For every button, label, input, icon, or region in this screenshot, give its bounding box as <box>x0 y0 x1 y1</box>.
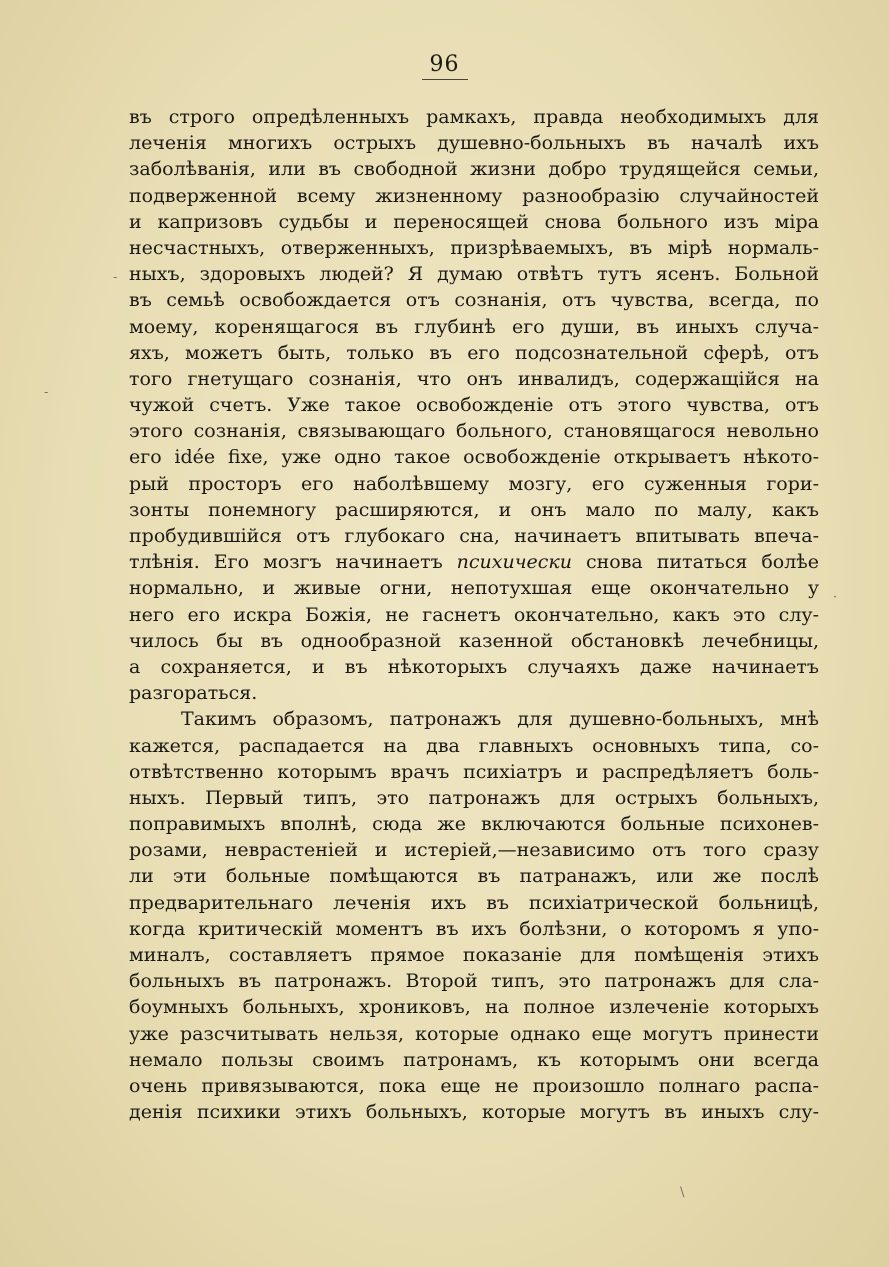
text-line: боумныхъ больныхъ, хрониковъ, на полное излеченіе которыхъ <box>129 996 819 1019</box>
text-line: нормально, и живые огни, непотухшая еще окончательно у <box>129 577 819 600</box>
text-line: тлѣнія. Его мозгъ начинаетъ психически снова питаться болѣе <box>129 551 819 574</box>
page-number: 96 <box>0 52 889 80</box>
text-line: миналъ, составляетъ прямое показаніе для помѣщенія этихъ <box>129 944 819 966</box>
text-line: больныхъ въ патронажъ. Второй типъ, это патронажъ для сла- <box>129 970 819 993</box>
italic-emphasis: психически <box>456 551 573 574</box>
text-line: яхъ, можетъ быть, только въ его подсознательной сферѣ, отъ <box>129 341 819 364</box>
text-line: несчастныхъ, отверженныхъ, призрѣваемыхъ, въ мірѣ нормаль- <box>129 236 819 259</box>
text-line: рый просторъ его наболѣвшему мозгу, его суженныя гори- <box>129 472 819 495</box>
text-line: кажется, распадается на два главныхъ основныхъ типа, со- <box>129 734 819 757</box>
text-line: подверженной всему жизненному разнообразію случайностей <box>129 184 819 207</box>
text-line: отвѣтственно которымъ врачъ психіатръ и распредѣляетъ боль- <box>129 760 819 783</box>
text-line: поправимыхъ вполнѣ, сюда же включаются больные психонев- <box>129 813 819 836</box>
text-line: уже разсчитывать нельзя, которые однако еще могутъ принести <box>129 1022 819 1045</box>
text-line: заболѣванія, или въ свободной жизни добро трудящейся семьи, <box>129 158 819 181</box>
margin-mark: - <box>113 270 118 285</box>
text-line: пробудившійся отъ глубокаго сна, начинаетъ впитывать впеча- <box>129 525 819 547</box>
text-line: когда критическій моментъ въ ихъ болѣзни, о которомъ я упо- <box>129 917 819 940</box>
margin-mark: \ <box>680 1185 685 1200</box>
text-line: чужой счетъ. Уже такое освобожденіе отъ этого чувства, отъ <box>129 394 819 417</box>
margin-mark: - <box>44 385 49 400</box>
text-line: въ строго опредѣленныхъ рамкахъ, правда необходимыхъ для <box>129 106 819 128</box>
text-line: того гнетущаго сознанія, что онъ инвалидъ, содержащійся на <box>129 367 819 390</box>
body-text <box>129 104 819 1125</box>
text-line: леченія многихъ острыхъ душевно-больныхъ въ началѣ ихъ <box>129 132 819 155</box>
text-line: зонты понемногу расширяются, и онъ мало по малу, какъ <box>129 498 819 521</box>
text-line: этого сознанія, связывающаго больного, становящагося невольно <box>129 420 819 443</box>
text-line: и капризовъ судьбы и переносящей снова больного изъ міра <box>129 210 819 233</box>
text-line: чилось бы въ однообразной казенной обстановкѣ лечебницы, <box>129 629 819 652</box>
text-line: розами, неврастеніей и истеріей,—независимо отъ того сразу <box>129 839 819 862</box>
text-line: очень привязываются, пока еще не произошло полнаго распа- <box>129 1074 819 1097</box>
text-line: Такимъ образомъ, патронажъ для душевно-больныхъ, мнѣ <box>181 708 819 731</box>
text-line: предварительнаго леченія ихъ въ психіатрической больницѣ, <box>129 891 819 914</box>
text-line: его idée fixe, уже одно такое освобожденіе открываетъ нѣкото- <box>129 446 819 469</box>
text-line: разгораться. <box>129 682 258 705</box>
text-line: ныхъ, здоровыхъ людей? Я думаю отвѣтъ тутъ ясенъ. Больной <box>129 263 819 286</box>
text-line: ли эти больные помѣщаются въ патранажъ, или же послѣ <box>129 865 819 888</box>
text-line: немало пользы своимъ патронамъ, къ которымъ они всегда <box>129 1048 819 1071</box>
text-line: а сохраняется, и въ нѣкоторыхъ случаяхъ даже начинаетъ <box>129 655 819 678</box>
margin-mark: · <box>833 590 838 605</box>
text-line: него его искра Божія, не гаснетъ окончательно, какъ это слу- <box>129 603 819 626</box>
text-line: денія психики этихъ больныхъ, которые могутъ въ иныхъ слу- <box>129 1101 819 1124</box>
text-line: въ семьѣ освобождается отъ сознанія, отъ чувства, всегда, по <box>129 289 819 312</box>
text-line: ныхъ. Первый типъ, это патронажъ для острыхъ больныхъ, <box>129 786 819 809</box>
text-line: моему, коренящагося въ глубинѣ его души, въ иныхъ случа- <box>129 315 819 338</box>
